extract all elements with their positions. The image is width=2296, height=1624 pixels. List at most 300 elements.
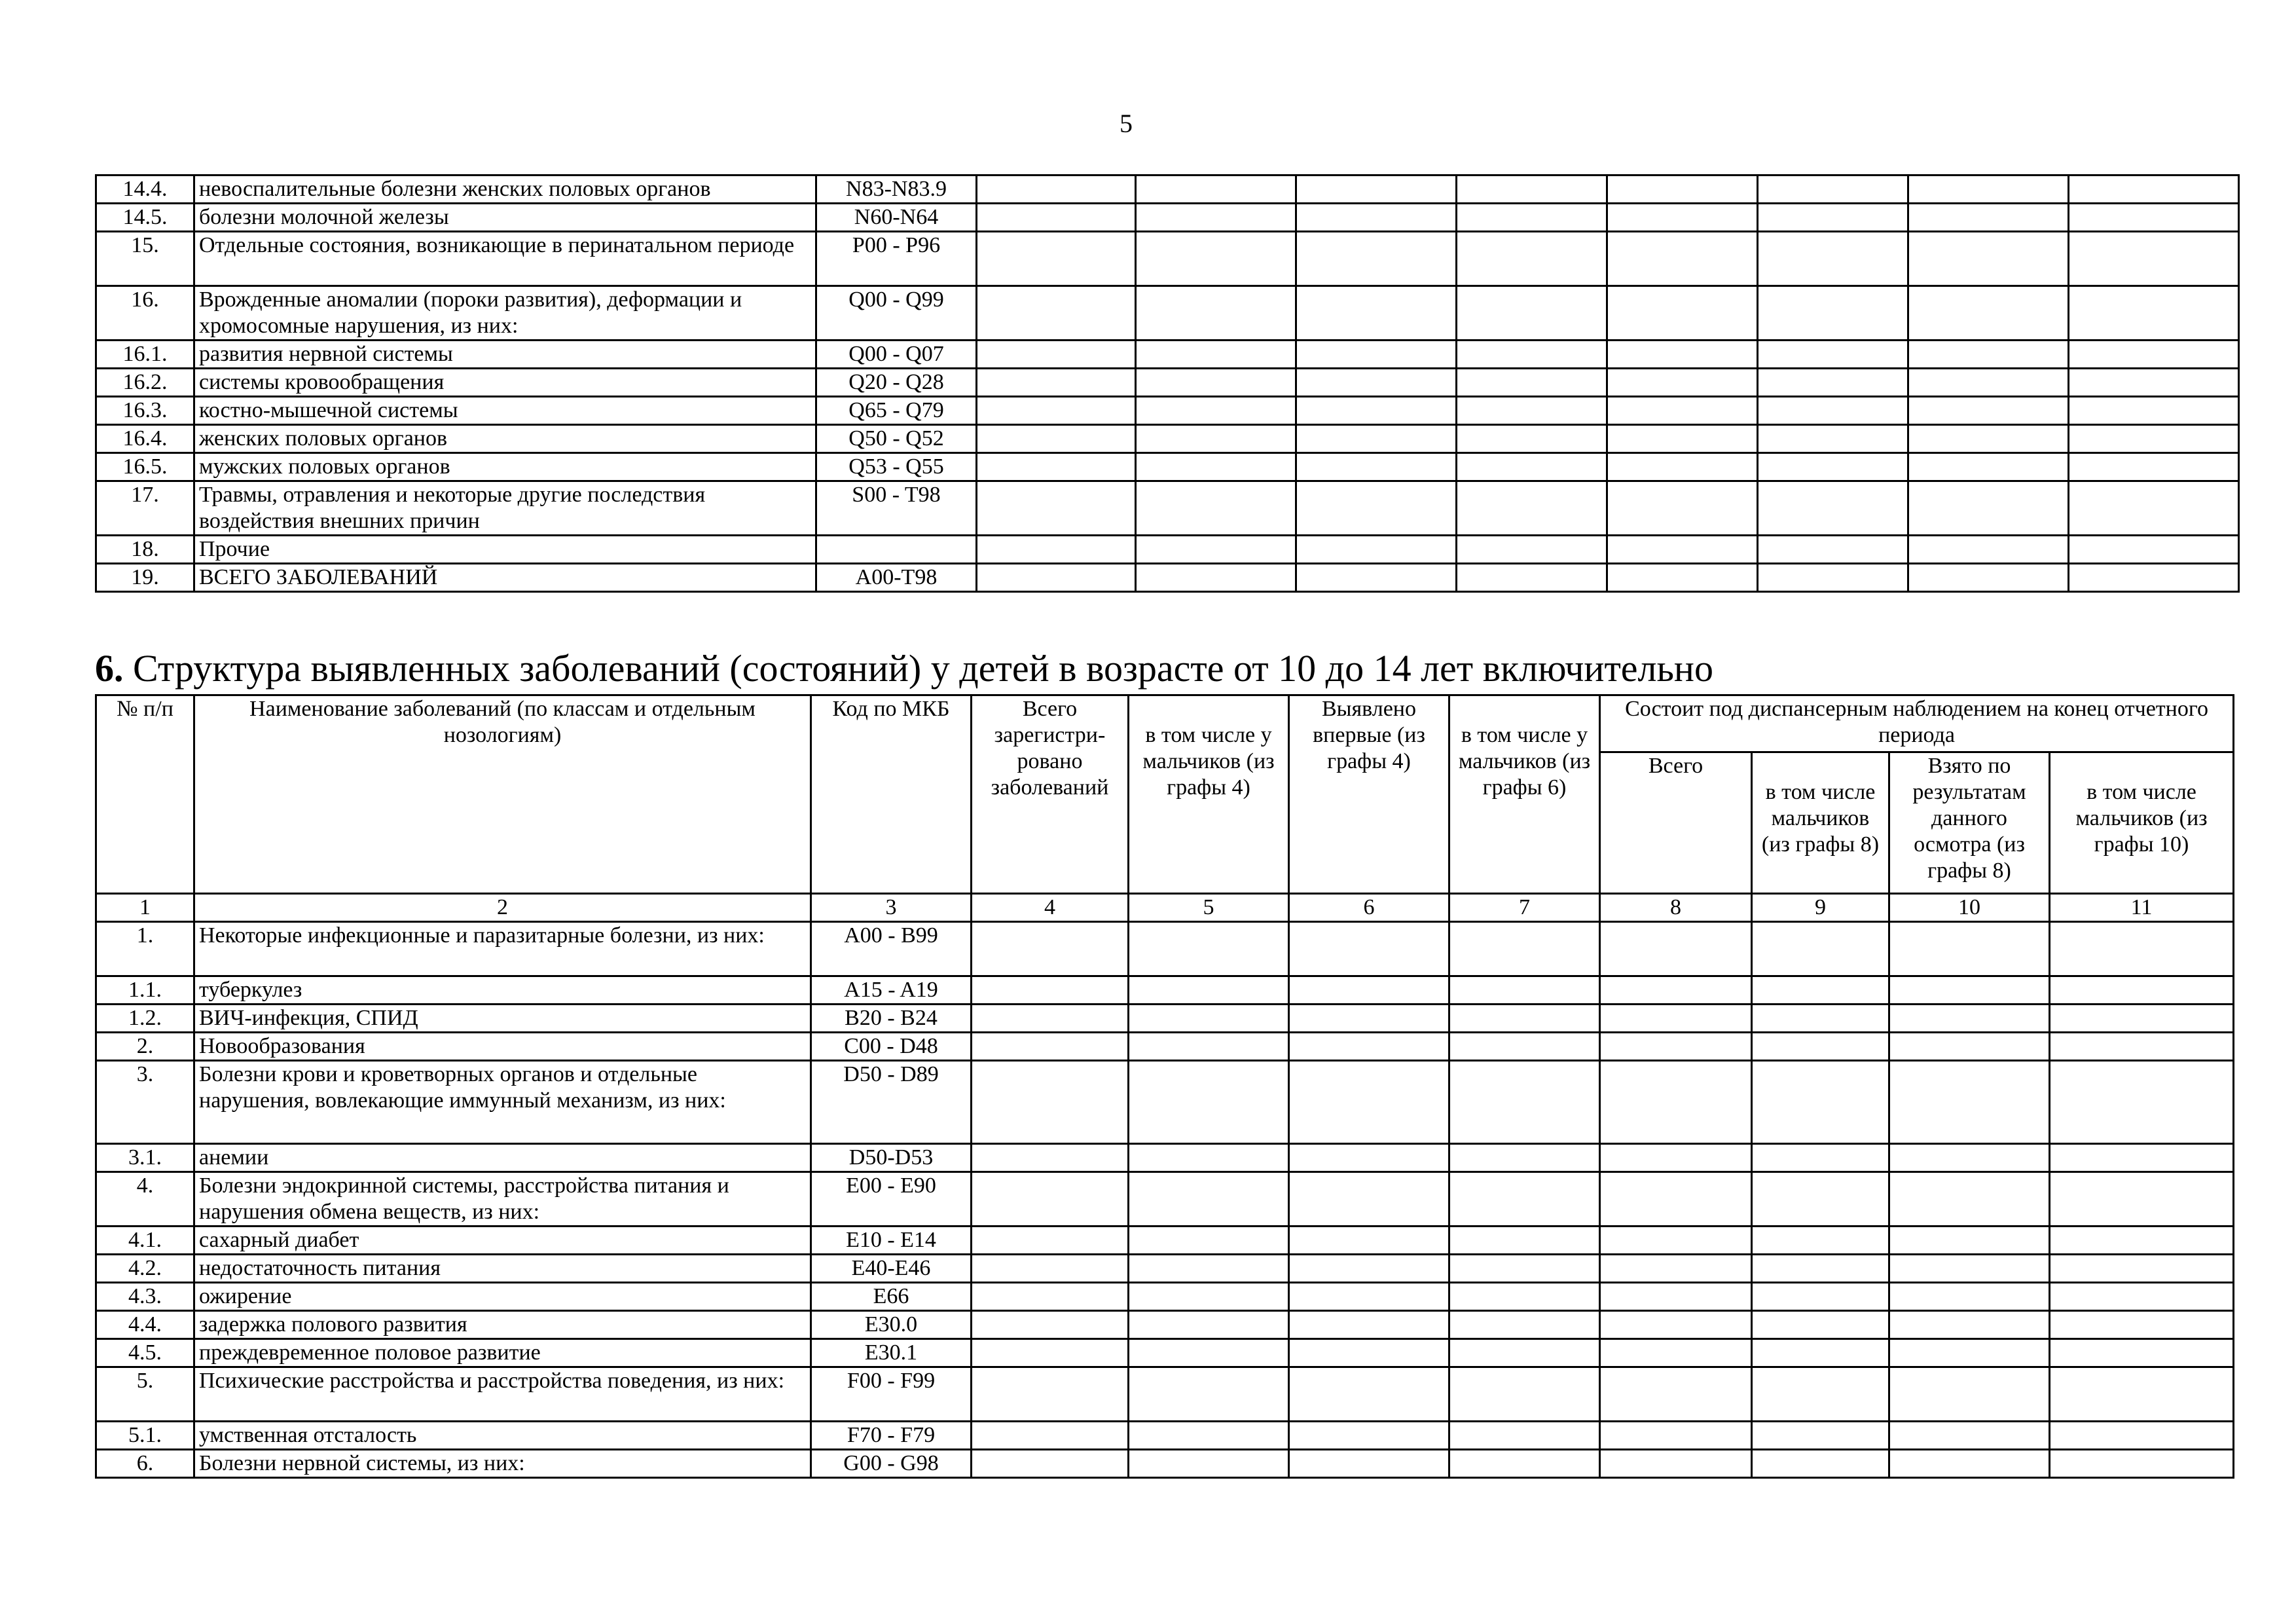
data-cell[interactable] [972, 1367, 1129, 1422]
data-cell[interactable] [1889, 1311, 2050, 1339]
table-row [96, 204, 2239, 232]
data-cell[interactable] [1908, 369, 2069, 397]
column-number: 6 [1289, 894, 1449, 922]
data-cell[interactable] [1449, 1422, 1600, 1450]
data-cell[interactable] [1758, 175, 1908, 204]
data-cell[interactable] [1449, 1033, 1600, 1061]
data-cell[interactable] [1758, 286, 1908, 341]
data-cell[interactable] [2069, 481, 2239, 536]
data-cell[interactable] [2069, 341, 2239, 369]
row-number: 17. [96, 481, 194, 536]
disease-name: ожирение [194, 1283, 811, 1311]
data-cell[interactable] [1889, 922, 2050, 976]
data-cell[interactable] [1889, 1283, 2050, 1311]
icd-code: E30.1 [811, 1339, 972, 1367]
data-cell[interactable] [1889, 1033, 2050, 1061]
icd-code: N83-N83.9 [816, 175, 977, 204]
data-cell[interactable] [1908, 204, 2069, 232]
data-cell[interactable] [1607, 564, 1758, 592]
data-cell[interactable] [1908, 564, 2069, 592]
data-cell[interactable] [1136, 232, 1296, 286]
data-cell[interactable] [1289, 1339, 1449, 1367]
table-row [96, 425, 2239, 453]
data-cell[interactable] [1889, 1005, 2050, 1033]
data-cell[interactable] [1607, 425, 1758, 453]
data-cell[interactable] [2050, 1339, 2234, 1367]
data-cell[interactable] [977, 481, 1136, 536]
data-cell[interactable] [2069, 397, 2239, 425]
data-cell[interactable] [1908, 397, 2069, 425]
data-cell[interactable] [1752, 1005, 1889, 1033]
column-number: 8 [1600, 894, 1752, 922]
table-row [96, 1339, 2234, 1367]
column-numbers-row [96, 894, 2234, 922]
data-cell[interactable] [1457, 453, 1607, 481]
data-cell[interactable] [1607, 397, 1758, 425]
data-cell[interactable] [1607, 536, 1758, 564]
data-cell[interactable] [1136, 204, 1296, 232]
data-cell[interactable] [1758, 204, 1908, 232]
table-row [96, 922, 2234, 976]
data-cell[interactable] [1607, 286, 1758, 341]
data-cell[interactable] [972, 1255, 1129, 1283]
data-cell[interactable] [1600, 1172, 1752, 1227]
data-cell[interactable] [1889, 1450, 2050, 1478]
disease-name: женских половых органов [194, 425, 816, 453]
data-cell[interactable] [977, 204, 1136, 232]
data-cell[interactable] [1889, 1367, 2050, 1422]
data-cell[interactable] [1129, 1339, 1289, 1367]
table-row [96, 481, 2239, 536]
data-cell[interactable] [2050, 1283, 2234, 1311]
data-cell[interactable] [1136, 175, 1296, 204]
header-boys: в том числе у мальчиков (из графы 4) [1129, 695, 1289, 894]
section-title-text: Структура выявленных заболеваний (состояний) у детей в возрасте от 10 до 14 лет включительно [123, 647, 1713, 690]
data-cell[interactable] [1889, 1255, 2050, 1283]
data-cell[interactable] [1600, 1255, 1752, 1283]
data-cell[interactable] [977, 175, 1136, 204]
icd-code: Q00 - Q07 [816, 341, 977, 369]
data-cell[interactable] [1752, 1283, 1889, 1311]
data-cell[interactable] [1129, 976, 1289, 1005]
data-cell[interactable] [1758, 536, 1908, 564]
data-cell[interactable] [1136, 425, 1296, 453]
icd-code: Q50 - Q52 [816, 425, 977, 453]
header-disp-total: Всего [1600, 752, 1752, 894]
data-cell[interactable] [977, 453, 1136, 481]
data-cell[interactable] [1457, 369, 1607, 397]
data-cell[interactable] [1752, 1311, 1889, 1339]
data-cell[interactable] [1600, 1033, 1752, 1061]
data-cell[interactable] [1889, 1422, 2050, 1450]
header-name: Наименование заболеваний (по классам и отдельным нозологиям) [194, 695, 811, 894]
table-row [96, 369, 2239, 397]
table-row [96, 286, 2239, 341]
data-cell[interactable] [2069, 369, 2239, 397]
data-cell[interactable] [1600, 1450, 1752, 1478]
data-cell[interactable] [1289, 1172, 1449, 1227]
data-cell[interactable] [1289, 1227, 1449, 1255]
row-number: 19. [96, 564, 194, 592]
data-cell[interactable] [1600, 1311, 1752, 1339]
data-cell[interactable] [1449, 1227, 1600, 1255]
data-cell[interactable] [1136, 286, 1296, 341]
data-cell[interactable] [2050, 1450, 2234, 1478]
data-cell[interactable] [1129, 1033, 1289, 1061]
data-cell[interactable] [2050, 1033, 2234, 1061]
data-cell[interactable] [1289, 976, 1449, 1005]
data-cell[interactable] [972, 1172, 1129, 1227]
data-cell[interactable] [2050, 1255, 2234, 1283]
data-cell[interactable] [1449, 1367, 1600, 1422]
disease-name: болезни молочной железы [194, 204, 816, 232]
row-number: 4.2. [96, 1255, 194, 1283]
data-cell[interactable] [1758, 481, 1908, 536]
data-cell[interactable] [1457, 564, 1607, 592]
data-cell[interactable] [1289, 922, 1449, 976]
row-number: 15. [96, 232, 194, 286]
table-row [96, 453, 2239, 481]
data-cell[interactable] [1457, 397, 1607, 425]
icd-code [816, 536, 977, 564]
row-number: 16.5. [96, 453, 194, 481]
section-number: 6. [95, 647, 124, 690]
icd-code: P00 - P96 [816, 232, 977, 286]
data-cell[interactable] [2069, 204, 2239, 232]
data-cell[interactable] [1296, 175, 1457, 204]
data-cell[interactable] [1289, 1283, 1449, 1311]
table-row [96, 1255, 2234, 1283]
data-cell[interactable] [2050, 1061, 2234, 1144]
disease-table-continued [95, 174, 2240, 593]
data-cell[interactable] [1129, 1144, 1289, 1172]
data-cell[interactable] [1600, 922, 1752, 976]
data-cell[interactable] [1129, 1255, 1289, 1283]
data-cell[interactable] [1752, 1227, 1889, 1255]
data-cell[interactable] [972, 1422, 1129, 1450]
data-cell[interactable] [1607, 481, 1758, 536]
data-cell[interactable] [2050, 1005, 2234, 1033]
data-cell[interactable] [1136, 369, 1296, 397]
data-cell[interactable] [2069, 564, 2239, 592]
data-cell[interactable] [1758, 369, 1908, 397]
data-cell[interactable] [1908, 341, 2069, 369]
disease-name: развития нервной системы [194, 341, 816, 369]
data-cell[interactable] [2050, 1422, 2234, 1450]
disease-name: умственная отсталость [194, 1422, 811, 1450]
data-cell[interactable] [2069, 175, 2239, 204]
data-cell[interactable] [1129, 1450, 1289, 1478]
data-cell[interactable] [1296, 232, 1457, 286]
data-cell[interactable] [1889, 1144, 2050, 1172]
data-cell[interactable] [977, 536, 1136, 564]
table-row [96, 1144, 2234, 1172]
data-cell[interactable] [1289, 1144, 1449, 1172]
data-cell[interactable] [1129, 1061, 1289, 1144]
data-cell[interactable] [1607, 204, 1758, 232]
data-cell[interactable] [972, 1005, 1129, 1033]
data-cell[interactable] [1600, 1283, 1752, 1311]
data-cell[interactable] [1289, 1367, 1449, 1422]
column-number: 1 [96, 894, 194, 922]
data-cell[interactable] [977, 232, 1136, 286]
table-row [96, 1422, 2234, 1450]
data-cell[interactable] [972, 1227, 1129, 1255]
row-number: 16.3. [96, 397, 194, 425]
data-cell[interactable] [1600, 1144, 1752, 1172]
row-number: 18. [96, 536, 194, 564]
data-cell[interactable] [1289, 1311, 1449, 1339]
data-cell[interactable] [1289, 1061, 1449, 1144]
data-cell[interactable] [1752, 922, 1889, 976]
data-cell[interactable] [972, 976, 1129, 1005]
data-cell[interactable] [1908, 536, 2069, 564]
disease-name: Болезни нервной системы, из них: [194, 1450, 811, 1478]
data-cell[interactable] [1752, 1172, 1889, 1227]
section-6-title [95, 646, 1713, 692]
icd-code: S00 - T98 [816, 481, 977, 536]
data-cell[interactable] [1296, 481, 1457, 536]
data-cell[interactable] [972, 1283, 1129, 1311]
data-cell[interactable] [2050, 1311, 2234, 1339]
data-cell[interactable] [2069, 536, 2239, 564]
data-cell[interactable] [1296, 341, 1457, 369]
data-cell[interactable] [1758, 564, 1908, 592]
data-cell[interactable] [2050, 1172, 2234, 1227]
data-cell[interactable] [1129, 1422, 1289, 1450]
disease-name: преждевременное половое развитие [194, 1339, 811, 1367]
data-cell[interactable] [1449, 1172, 1600, 1227]
data-cell[interactable] [977, 425, 1136, 453]
table-row [96, 397, 2239, 425]
disease-name: Прочие [194, 536, 816, 564]
data-cell[interactable] [972, 1144, 1129, 1172]
data-cell[interactable] [972, 1033, 1129, 1061]
data-cell[interactable] [1449, 1144, 1600, 1172]
data-cell[interactable] [1600, 1061, 1752, 1144]
data-cell[interactable] [1129, 1311, 1289, 1339]
data-cell[interactable] [972, 922, 1129, 976]
data-cell[interactable] [1296, 536, 1457, 564]
data-cell[interactable] [1752, 1367, 1889, 1422]
data-cell[interactable] [1296, 397, 1457, 425]
data-cell[interactable] [2050, 1367, 2234, 1422]
data-cell[interactable] [1449, 1339, 1600, 1367]
data-cell[interactable] [1607, 232, 1758, 286]
header-dispensary: Состоит под диспансерным наблюдением на конец отчетного периода [1600, 695, 2234, 752]
data-cell[interactable] [2050, 1144, 2234, 1172]
data-cell[interactable] [1457, 232, 1607, 286]
data-cell[interactable] [1289, 1033, 1449, 1061]
disease-name: недостаточность питания [194, 1255, 811, 1283]
data-cell[interactable] [1607, 341, 1758, 369]
row-number: 1.2. [96, 1005, 194, 1033]
icd-code: D50-D53 [811, 1144, 972, 1172]
disease-name: Психические расстройства и расстройства поведения, из них: [194, 1367, 811, 1422]
data-cell[interactable] [972, 1311, 1129, 1339]
page-number: 5 [1120, 109, 1133, 138]
data-cell[interactable] [1908, 232, 2069, 286]
data-cell[interactable] [1449, 922, 1600, 976]
data-cell[interactable] [1889, 1172, 2050, 1227]
row-number: 4.3. [96, 1283, 194, 1311]
header-code: Код по МКБ [811, 695, 972, 894]
icd-code: F70 - F79 [811, 1422, 972, 1450]
data-cell[interactable] [1752, 1422, 1889, 1450]
data-cell[interactable] [1296, 453, 1457, 481]
data-cell[interactable] [1296, 204, 1457, 232]
data-cell[interactable] [1449, 1283, 1600, 1311]
data-cell[interactable] [1449, 976, 1600, 1005]
column-number: 5 [1129, 894, 1289, 922]
data-cell[interactable] [977, 341, 1136, 369]
data-cell[interactable] [1600, 1367, 1752, 1422]
row-number: 3. [96, 1061, 194, 1144]
data-cell[interactable] [1289, 1255, 1449, 1283]
data-cell[interactable] [1607, 369, 1758, 397]
data-cell[interactable] [1752, 1033, 1889, 1061]
data-cell[interactable] [1457, 286, 1607, 341]
data-cell[interactable] [1136, 453, 1296, 481]
data-cell[interactable] [1129, 1172, 1289, 1227]
row-number: 14.4. [96, 175, 194, 204]
row-number: 6. [96, 1450, 194, 1478]
table-row [96, 1283, 2234, 1311]
data-cell[interactable] [1600, 1005, 1752, 1033]
data-cell[interactable] [1457, 481, 1607, 536]
table-row [96, 232, 2239, 286]
data-cell[interactable] [1752, 1144, 1889, 1172]
disease-name: Болезни крови и кроветворных органов и отдельные нарушения, вовлекающие иммунный механизм, из них: [194, 1061, 811, 1144]
data-cell[interactable] [1136, 536, 1296, 564]
icd-code: B20 - B24 [811, 1005, 972, 1033]
data-cell[interactable] [1289, 1422, 1449, 1450]
data-cell[interactable] [1600, 976, 1752, 1005]
data-cell[interactable] [1752, 1450, 1889, 1478]
icd-code: N60-N64 [816, 204, 977, 232]
row-number: 16.2. [96, 369, 194, 397]
disease-name: мужских половых органов [194, 453, 816, 481]
data-cell[interactable] [2069, 286, 2239, 341]
column-number: 2 [194, 894, 811, 922]
table-row [96, 1450, 2234, 1478]
data-cell[interactable] [1889, 976, 2050, 1005]
icd-code: Q65 - Q79 [816, 397, 977, 425]
row-number: 4. [96, 1172, 194, 1227]
data-cell[interactable] [1136, 481, 1296, 536]
data-cell[interactable] [972, 1061, 1129, 1144]
data-cell[interactable] [1449, 1450, 1600, 1478]
data-cell[interactable] [1758, 453, 1908, 481]
disease-name: системы кровообращения [194, 369, 816, 397]
disease-name: ВИЧ-инфекция, СПИД [194, 1005, 811, 1033]
data-cell[interactable] [1758, 341, 1908, 369]
data-cell[interactable] [1752, 1061, 1889, 1144]
disease-structure-table [95, 694, 2234, 1479]
icd-code: Q20 - Q28 [816, 369, 977, 397]
data-cell[interactable] [2050, 1227, 2234, 1255]
header-taken: Взято по результатам данного осмотра (из графы 8) [1889, 752, 2050, 894]
data-cell[interactable] [1136, 397, 1296, 425]
data-cell[interactable] [1449, 1255, 1600, 1283]
data-cell[interactable] [1908, 425, 2069, 453]
icd-code: Q00 - Q99 [816, 286, 977, 341]
data-cell[interactable] [1889, 1339, 2050, 1367]
data-cell[interactable] [1889, 1061, 2050, 1144]
row-number: 3.1. [96, 1144, 194, 1172]
data-cell[interactable] [977, 397, 1136, 425]
data-cell[interactable] [1457, 425, 1607, 453]
data-cell[interactable] [1457, 341, 1607, 369]
table-row [96, 175, 2239, 204]
data-cell[interactable] [1457, 536, 1607, 564]
data-cell[interactable] [1289, 1005, 1449, 1033]
data-cell[interactable] [1129, 1283, 1289, 1311]
data-cell[interactable] [1129, 1005, 1289, 1033]
data-cell[interactable] [1296, 286, 1457, 341]
disease-name: Врожденные аномалии (пороки развития), деформации и хромосомные нарушения, из них: [194, 286, 816, 341]
data-cell[interactable] [1457, 204, 1607, 232]
data-cell[interactable] [1758, 232, 1908, 286]
data-cell[interactable] [1289, 1450, 1449, 1478]
data-cell[interactable] [1908, 453, 2069, 481]
data-cell[interactable] [1752, 1255, 1889, 1283]
data-cell[interactable] [1600, 1422, 1752, 1450]
data-cell[interactable] [1136, 341, 1296, 369]
data-cell[interactable] [1908, 175, 2069, 204]
data-cell[interactable] [1129, 922, 1289, 976]
data-cell[interactable] [1607, 175, 1758, 204]
data-cell[interactable] [1296, 369, 1457, 397]
data-cell[interactable] [972, 1450, 1129, 1478]
data-cell[interactable] [1449, 1005, 1600, 1033]
data-cell[interactable] [1758, 397, 1908, 425]
data-cell[interactable] [1908, 481, 2069, 536]
data-cell[interactable] [1607, 453, 1758, 481]
data-cell[interactable] [1752, 1339, 1889, 1367]
data-cell[interactable] [1449, 1311, 1600, 1339]
data-cell[interactable] [1129, 1367, 1289, 1422]
data-cell[interactable] [2069, 425, 2239, 453]
data-cell[interactable] [977, 369, 1136, 397]
data-cell[interactable] [1129, 1227, 1289, 1255]
data-cell[interactable] [1136, 564, 1296, 592]
table-row [96, 1005, 2234, 1033]
icd-code: E10 - E14 [811, 1227, 972, 1255]
data-cell[interactable] [2050, 922, 2234, 976]
data-cell[interactable] [1600, 1339, 1752, 1367]
data-cell[interactable] [1908, 286, 2069, 341]
data-cell[interactable] [1889, 1227, 2050, 1255]
data-cell[interactable] [1600, 1227, 1752, 1255]
data-cell[interactable] [972, 1339, 1129, 1367]
data-cell[interactable] [2069, 232, 2239, 286]
data-cell[interactable] [1758, 425, 1908, 453]
header-disp-boys: в том числе мальчиков (из графы 8) [1752, 752, 1889, 894]
data-cell[interactable] [1449, 1061, 1600, 1144]
data-cell[interactable] [1752, 976, 1889, 1005]
data-cell[interactable] [2069, 453, 2239, 481]
data-cell[interactable] [1296, 564, 1457, 592]
data-cell[interactable] [1457, 175, 1607, 204]
data-cell[interactable] [1296, 425, 1457, 453]
disease-name: Болезни эндокринной системы, расстройства питания и нарушения обмена веществ, из них: [194, 1172, 811, 1227]
data-cell[interactable] [977, 286, 1136, 341]
disease-name: невоспалительные болезни женских половых органов [194, 175, 816, 204]
data-cell[interactable] [977, 564, 1136, 592]
data-cell[interactable] [2050, 976, 2234, 1005]
row-number: 2. [96, 1033, 194, 1061]
